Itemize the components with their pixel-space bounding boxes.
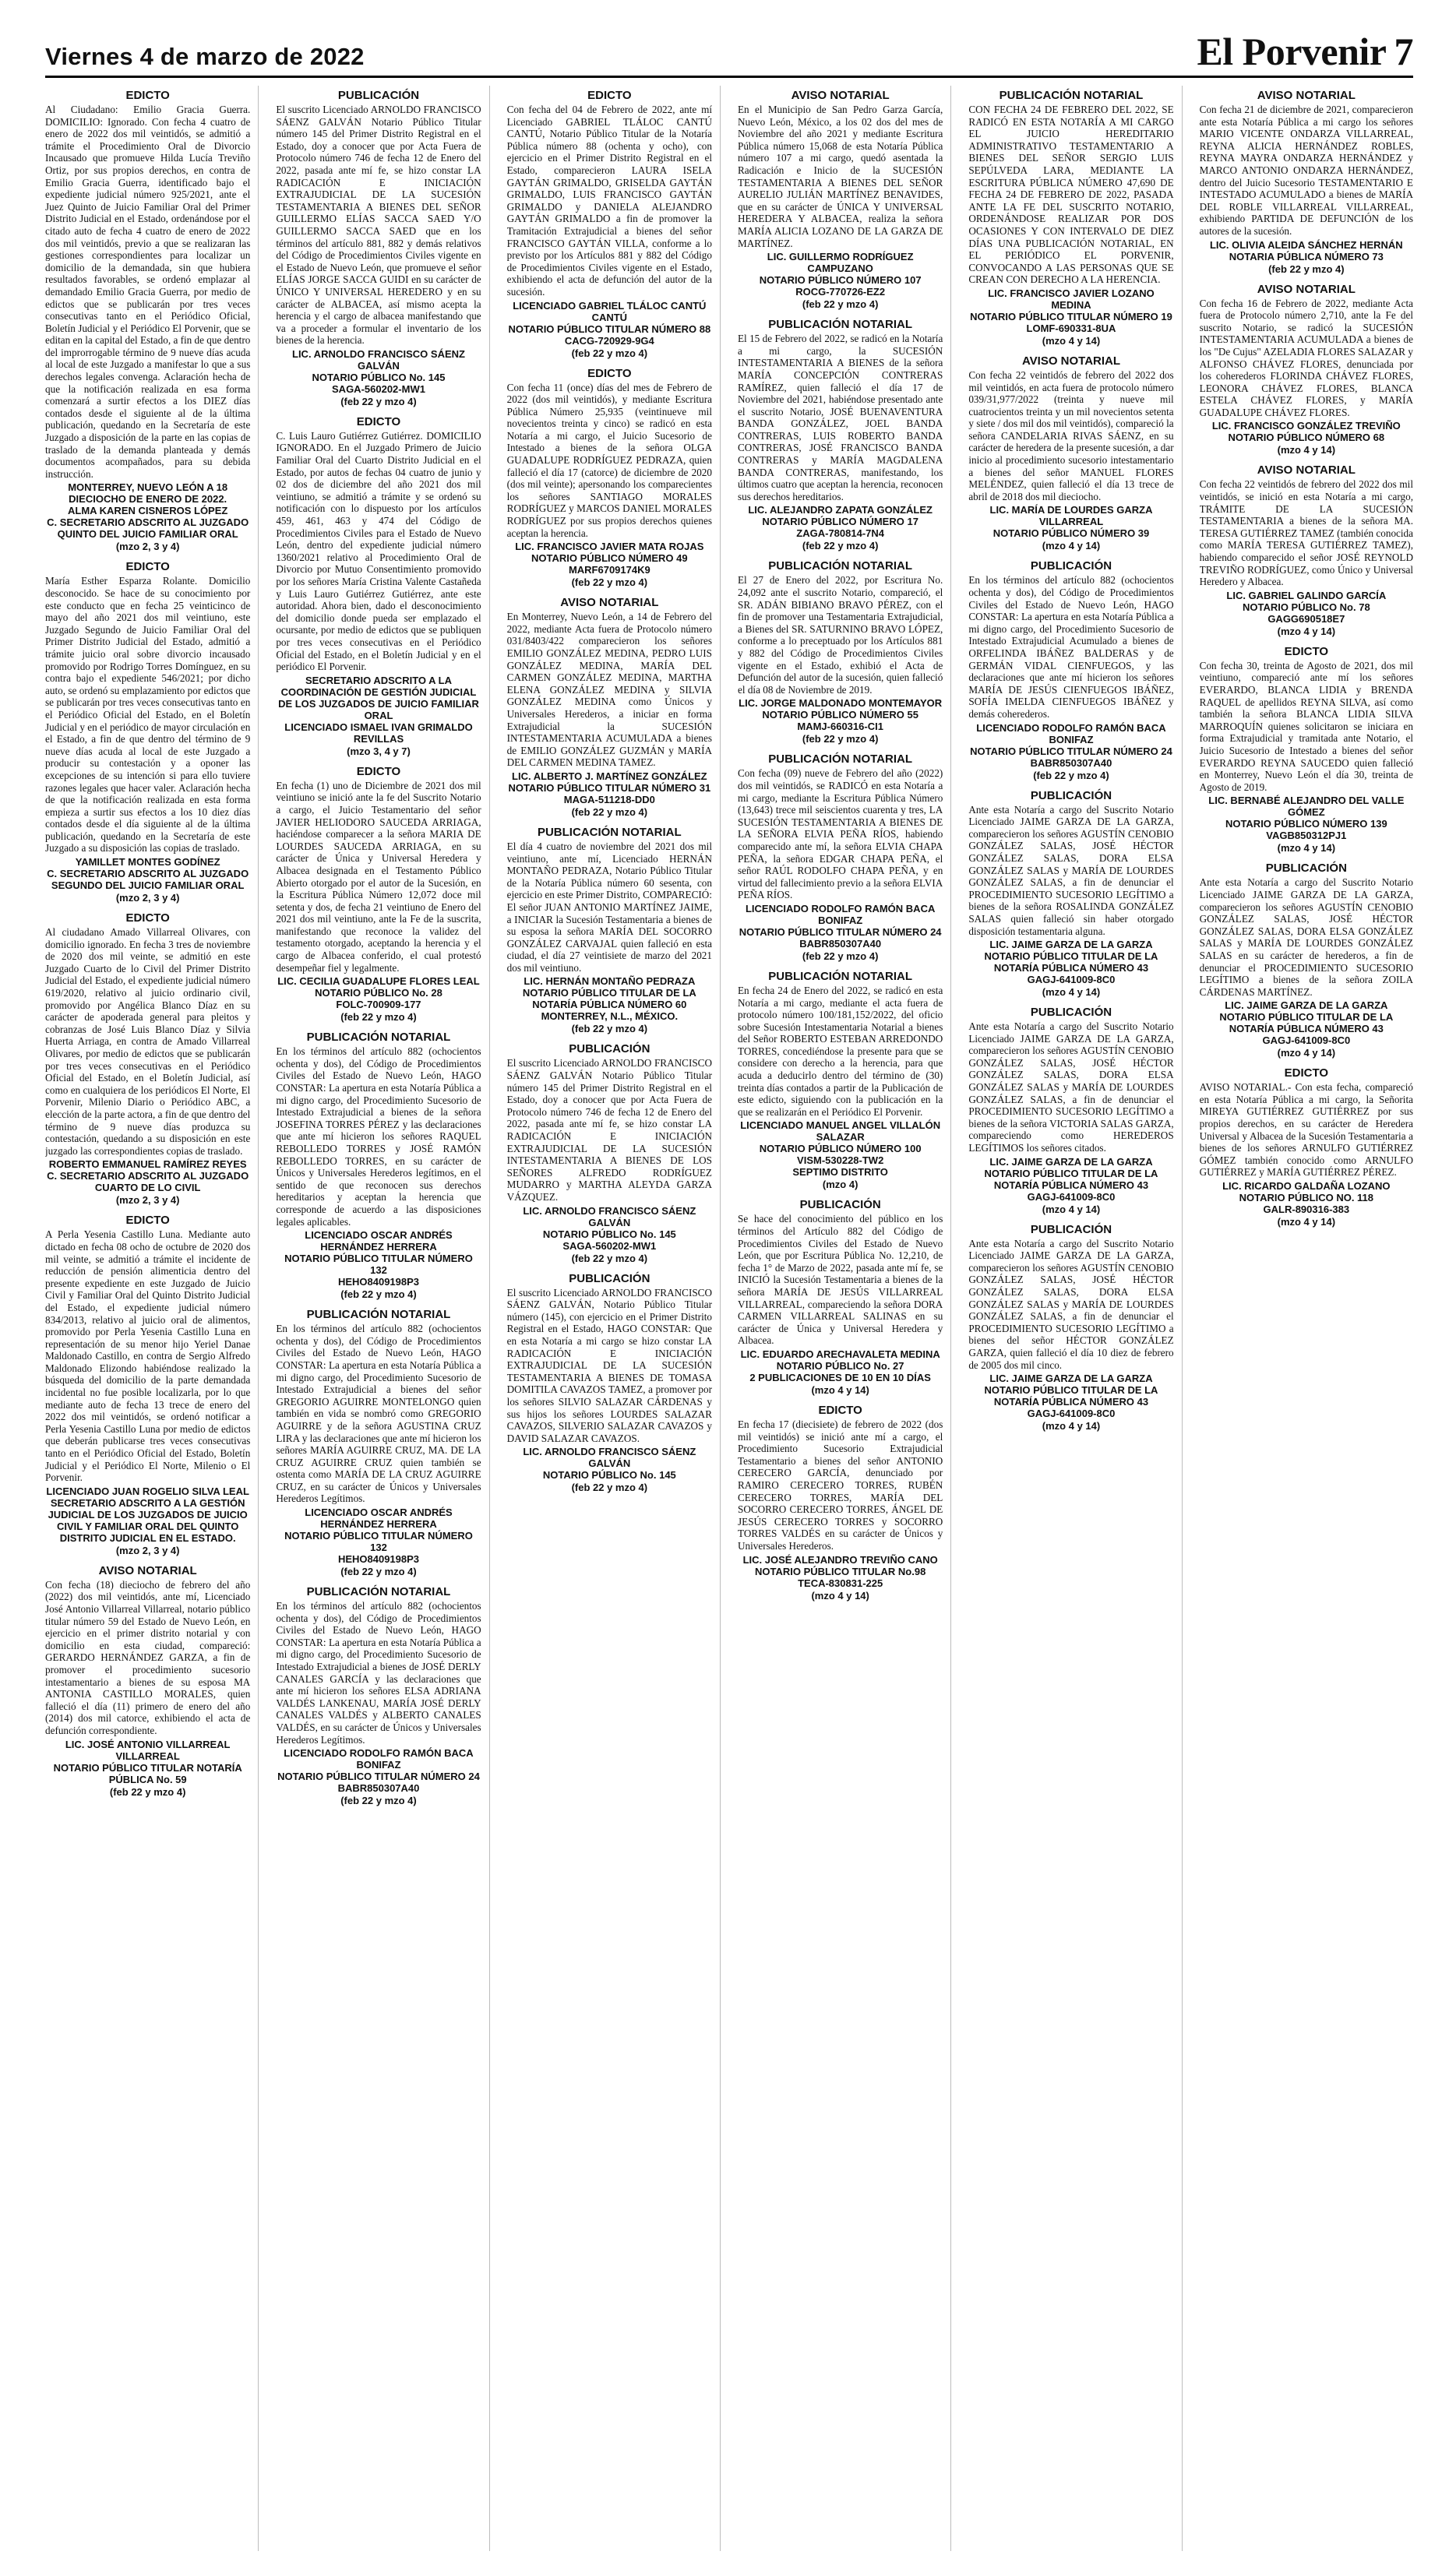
legal-notice xyxy=(968,559,1173,781)
legal-notice xyxy=(45,89,250,552)
publication-dates: (feb 22 y mzo 4) xyxy=(571,576,648,589)
publication-dates: (feb 22 y mzo 4) xyxy=(571,1482,648,1494)
legal-notice xyxy=(968,789,1173,999)
notice-body: CON FECHA 24 DE FEBRERO DEL 2022, SE RADICÓ EN ESTA NOTARÍA A MI CARGO EL JUICIO HEREDITARIO ADMINISTRATIVO TESTAMENTARIO A BIENES DEL SEÑOR SERGIO LUIS SEPÚLVEDA LARA, MEDIANTE LA ESCRITURA PÚBLICA NÚMERO 47,690 DE FECHA 24 DE FEBRERO DE 2022, PASADA ANTE LA FE DEL SUSCRITO NOTARIO, ORDENÁNDOSE REALIZAR POR DOS OCASIONES Y CON INTERVALO DE DIEZ DÍAS UNA PUBLICACIÓN NOTARIAL, EN EL PERIÓDICO EL PORVENIR, CONVOCANDO A LAS PERSONAS QUE SE CREAN CON DERECHO A LA HERENCIA. xyxy=(968,104,1174,286)
notice-title: PUBLICACIÓN NOTARIAL xyxy=(306,1585,451,1599)
legal-notice xyxy=(45,560,250,904)
legal-notice xyxy=(276,1031,481,1300)
legal-notice xyxy=(45,911,250,1206)
notice-signature: LIC. JAIME GARZA DE LA GARZA NOTARIO PÚBLICO TITULAR DE LA NOTARÍA PÚBLICA NÚMERO 43 GAGJ-641009-8C0 xyxy=(984,939,1158,986)
publication-dates: (mzo 4 y 14) xyxy=(1277,625,1336,637)
publication-dates: (feb 22 y mzo 4) xyxy=(1268,263,1345,275)
notice-signature: LIC. FRANCISCO GONZÁLEZ TREVIÑO NOTARIO PÚBLICO NÚMERO 68 xyxy=(1211,420,1401,444)
notice-body: Con fecha 16 de Febrero de 2022, mediante Acta fuera de Protocolo número 2,710, ante la Fe del suscrito Notario, se radicó la SUCESIÓN INTESTAMENTARIA ACUMULADA a bienes de los "De Cujus" AZELADIA FLORES SALAZAR y ALFONSO CHÁVEZ FLORES, denunciada por los coherederos FLORINDA CHÁVEZ FLORES, LEONORA CHÁVEZ FLORES, BLANCA ESTELA CHÁVEZ FLORES, y MARÍA GUADALUPE CHÁVEZ FLORES. xyxy=(1199,297,1413,418)
publication-dates: (feb 22 y mzo 4) xyxy=(571,1023,648,1035)
notice-column-5 xyxy=(968,86,1182,2551)
legal-notice xyxy=(738,752,943,962)
publication-dates: (feb 22 y mzo 4) xyxy=(571,347,648,359)
notice-title: EDICTO xyxy=(587,89,632,102)
legal-notice xyxy=(507,89,712,359)
legal-notice xyxy=(1200,1066,1413,1228)
notice-body: Ante esta Notaría a cargo del Suscrito Notario Licenciado JAIME GARZA DE LA GARZA, comparecieron los señores AGUSTÍN CENOBIO GONZÁLEZ SALAS, JOSÉ HÉCTOR GONZÁLEZ SALAS, DORA ELSA GONZÁLEZ SALAS y MARÍA DE LOURDES GONZÁLEZ SALAS, a fin de denunciar el PROCEDIMIENTO SUCESORIO LEGÍTIMO a bienes de la señora ROSALINDA GONZÁLEZ SALAS quien falleció sin haber otorgado disposición testamentaria alguna. xyxy=(968,803,1174,937)
legal-notice xyxy=(968,354,1173,552)
notice-signature: LIC. EDUARDO ARECHAVALETA MEDINA NOTARIO PÚBLICO No. 27 2 PUBLICACIONES DE 10 EN 10 DÍAS xyxy=(740,1348,940,1383)
legal-notice xyxy=(968,89,1173,347)
notice-title: EDICTO xyxy=(587,366,632,380)
notice-body: Ante esta Notaría a cargo del Suscrito Notario Licenciado JAIME GARZA DE LA GARZA, comparecieron los señores AGUSTÍN CENOBIO GONZÁLEZ SALAS, JOSÉ HÉCTOR GONZÁLEZ SALAS, DORA ELSA GONZÁLEZ SALAS y MARÍA DE LOURDES GONZÁLEZ SALAS, a fin de denunciar el PROCEDIMIENTO SUCESORIO LEGÍTIMO a bienes de la señora VICTORIA SALAS GARZA, compareciendo como HEREDEROS LEGÍTIMOS los señores citados. xyxy=(968,1020,1174,1154)
publication-dates: (mzo 4 y 14) xyxy=(1277,842,1336,855)
notice-body: En fecha 17 (diecisiete) de febrero de 2022 (dos mil veintidós) se inició ante mí a cargo, el Procedimiento Sucesorio Extrajudicial Testamentario a bienes del señor ANTONIO CERECERO GARCÍA, denunciado por RAMIRO CERECERO TORRES, RUBÉN CERECERO TORRES, MARÍA DEL SOCORRO CERECERO TORRES, ÁNGEL DE JESÚS CERECERO TORRES y SOCORRO TORRES VALDÉS en su carácter de Únicos y Universales Herederos. xyxy=(738,1418,943,1552)
notice-body: Ante esta Notaría a cargo del Suscrito Notario Licenciado JAIME GARZA DE LA GARZA, comparecieron los señores AGUSTÍN CENOBIO GONZÁLEZ SALAS, JOSÉ HÉCTOR GONZÁLEZ SALAS, DORA ELSA GONZÁLEZ SALAS y MARÍA DE LOURDES GONZÁLEZ SALAS, a fin de denunciar el PROCEDIMIENTO SUCESORIO LEGÍTIMO a bienes del señor HÉCTOR GONZÁLEZ GARZA, quien falleció el día 10 diez de febrero de 2005 dos mil cinco. xyxy=(968,1237,1174,1371)
notice-body: Con fecha 22 veintidós de febrero del 2022 dos mil veintidós, se inició en esta Notaría a mi cargo, TRÁMITE DE LA SUCESIÓN TESTAMENTARIA a bienes de la señora MA. TERESA GUTIÉRREZ TAMEZ (también conocida como MARÍA TERESA GUTIÉRREZ TAMEZ), habiendo comparecido el señor JOSÉ REYNOLD TREVIÑO RODRÍGUEZ, como Único y Universal Heredero y Albacea. xyxy=(1199,478,1413,588)
notice-signature: LIC. JAIME GARZA DE LA GARZA NOTARIO PÚBLICO TITULAR DE LA NOTARÍA PÚBLICA NÚMERO 43 GAGJ-641009-8C0 xyxy=(1219,999,1394,1047)
notice-body: En fecha (1) uno de Diciembre de 2021 dos mil veintiuno se inició ante la fe del Suscrito Notario a cargo, el Juicio Testamentario del señor JAVIER HELIODORO SAUCEDA ARRIAGA, haciéndose comparecer a la señora MARIA DE LOURDES SAUCEDA ARRIAGA, en su carácter de Única y Universal Heredera y Albacea designada en el Testamento Público Abierto otorgado por el autor de la Sucesión, en la Escritura Pública Número 12,072 doce mil setenta y dos, de fecha 21 veintiuno de Enero del 2021 dos mil veintiuno, ante la Fe de la suscrita, manifestando que reconoce la validez del testamento otorgado, aceptando la herencia y el cargo de Albacea conferido, el cual protestó desempeñar fiel y legalmente. xyxy=(276,779,481,974)
publication-dates: (mzo 4 y 14) xyxy=(1042,1203,1101,1215)
notice-title: PUBLICACIÓN xyxy=(1030,1006,1112,1020)
notice-title: PUBLICACIÓN xyxy=(569,1271,650,1285)
notice-title: PUBLICACIÓN xyxy=(1265,862,1347,876)
page-number: 7 xyxy=(1394,30,1413,73)
notice-title: AVISO NOTARIAL xyxy=(1021,354,1121,368)
notice-body: El 15 de Febrero del 2022, se radicó en la Notaría a mi cargo, la SUCESIÓN INTESTAMENTARIA A BIENES de la señora MARÍA CONCEPCIÓN CONTRERAS RAMÍREZ, quien falleció el día 17 de Noviembre del 2021, habiéndose presentado ante el suscrito Notario, JOSÉ BUENAVENTURA BANDA GONZÁLEZ, JOEL BANDA CONTRERAS, LUIS ROBERTO BANDA CONTRERAS, JOSÉ FRANCISCO BANDA CONTRERAS y MARÍA MAGDALENA BANDA CONTRERAS, manifestando, los últimos cuatro que aceptan la herencia, reconocen sus derechos hereditarios. xyxy=(738,333,943,502)
notice-body: Con fecha 30, treinta de Agosto de 2021, dos mil veintiuno, compareció ante mí los señores EVERARDO, BLANCA LIDIA y BRENDA RAQUEL de apellidos REYNA SILVA, así como también la señora BLANCA LIDIA SILVA MARROQUÍN quienes solicitaron se iniciara en forma Extrajudicial y tramitada ante Notario, el Juicio Sucesorio de Intestado a bienes del señor EVERARDO REYNA SAUCEDO quien falleció en Monterrey, Nuevo León el día 30, treinta de Agosto de 2019. xyxy=(1199,659,1413,793)
notice-column-2 xyxy=(276,86,489,2551)
notice-body: AVISO NOTARIAL.- Con esta fecha, compareció en esta Notaría Pública a mi cargo, la Señorita MIREYA GUTIÉRREZ GUTIÉRREZ por sus propios derechos, en su carácter de Heredera Universal y Albacea de la Sucesión Testamentaria a bienes de los señores ARNULFO GUTIÉRREZ GÓMEZ también conocido como ARNULFO GUTIÉRREZ y MARÍA GUTIÉRREZ PÉREZ. xyxy=(1199,1081,1413,1179)
newspaper-name: El Porvenir xyxy=(1197,30,1387,73)
publication-dates: (mzo 4 y 14) xyxy=(1277,444,1336,456)
notice-title: AVISO NOTARIAL xyxy=(560,596,659,610)
publication-dates: (mzo 2, 3 y 4) xyxy=(115,1194,180,1207)
legal-notice xyxy=(276,1308,481,1577)
legal-notice xyxy=(507,1272,712,1494)
publication-dates: (feb 22 y mzo 4) xyxy=(802,540,879,552)
legal-notice xyxy=(738,1404,943,1602)
legal-notice xyxy=(507,596,712,818)
notice-signature: LIC. ARNOLDO FRANCISCO SÁENZ GALVÁN NOTARIO PÚBLICO No. 145 SAGA-560202-MW1 xyxy=(523,1204,696,1252)
notice-body: Se hace del conocimiento del público en los términos del Artículo 882 del Código de Procedimientos Civiles del Estado de Nuevo León, que por Escritura Pública No. 12,210, de fecha 1° de Marzo de 2022, pasada ante mí fe, se INICIÓ la Sucesión Testamentaria a bienes de la señora MARÍA DE JESÚS VILLARREAL VILLARREAL, compareciendo la señora DORA CARMEN VILLARREAL SALINAS en su carácter de Única y Universal Heredera y Albacea. xyxy=(738,1213,943,1347)
publication-dates: (feb 22 y mzo 4) xyxy=(340,1566,417,1578)
notice-title: EDICTO xyxy=(1284,1066,1329,1080)
notice-signature: MONTERREY, NUEVO LEÓN A 18 DIECIOCHO DE ENERO DE 2022. ALMA KAREN CISNEROS LÓPEZ C. SECRETARIO ADSCRITO AL JUZGADO QUINTO DEL JUICIO FAMILIAR ORAL xyxy=(47,481,249,541)
notice-signature: LICENCIADO MANUEL ANGEL VILLALÓN SALAZAR NOTARIO PÚBLICO NÚMERO 100 VISM-530228-TW2 SEPTIMO DISTRITO xyxy=(740,1119,941,1179)
notice-signature: LIC. JAIME GARZA DE LA GARZA NOTARIO PÚBLICO TITULAR DE LA NOTARÍA PÚBLICA NÚMERO 43 GAGJ-641009-8C0 xyxy=(984,1155,1158,1203)
publication-dates: (feb 22 y mzo 4) xyxy=(340,1288,417,1301)
notice-body: El suscrito Licenciado ARNOLDO FRANCISCO SÁENZ GALVÁN, Notario Público Titular número (145), con ejercicio en el Primer Distrito Registral en el Estado, HAGO CONSTAR: Que en esta Notaría a mi cargo se hizo constar LA RADICACIÓN E INICIACIÓN EXTRAJUDICIAL DE LA SUCESIÓN TESTAMENTARIA A BIENES DE TOMASA DOMITILA CAVAZOS TAMEZ, a promover por los señores SILVIO SALAZAR CÁRDENAS y sus hijos los señores LOURDES SALAZAR CAVAZOS, SILVERIO SALAZAR CAVAZOS y DAVID SALAZAR CAVAZOS. xyxy=(506,1286,712,1444)
notice-signature: LICENCIADO RODOLFO RAMÓN BACA BONIFAZ NOTARIO PÚBLICO TITULAR NÚMERO 24 BABR850307A40 xyxy=(739,902,942,950)
notice-signature: LIC. HERNÁN MONTAÑO PEDRAZA NOTARIO PÚBLICO TITULAR DE LA NOTARÍA PÚBLICA NÚMERO 60 MONTERREY, N.L., MÉXICO. xyxy=(522,975,696,1023)
notice-title: PUBLICACIÓN xyxy=(1030,788,1112,802)
notice-signature: LICENCIADO OSCAR ANDRÉS HERNÁNDEZ HERRERA NOTARIO PÚBLICO TITULAR NÚMERO 132 HEHO8409198P3 xyxy=(284,1506,473,1566)
legal-notice xyxy=(968,1006,1173,1215)
notice-signature: LIC. JAIME GARZA DE LA GARZA NOTARIO PÚBLICO TITULAR DE LA NOTARÍA PÚBLICA NÚMERO 43 GAGJ-641009-8C0 xyxy=(984,1373,1158,1420)
notice-title: AVISO NOTARIAL xyxy=(1257,282,1356,296)
notice-title: EDICTO xyxy=(356,764,401,778)
newspaper-masthead xyxy=(1197,32,1413,71)
notice-title: PUBLICACIÓN NOTARIAL xyxy=(768,969,913,983)
notice-title: EDICTO xyxy=(356,414,401,428)
notice-signature: LIC. FRANCISCO JAVIER LOZANO MEDINA NOTARIO PÚBLICO TITULAR NÚMERO 19 LOMF-690331-8UA xyxy=(970,287,1172,334)
notice-body: Con fecha (18) dieciocho de febrero del año (2022) dos mil veintidós, ante mí, Licenciado José Antonio Villarreal Villarreal, notario público titular número 59 del Estado de Nuevo León, en ejercicio en el primer distrito notarial y con domicilio en esta ciudad, compareció: GERARDO HERNÁNDEZ GARZA, a fin de promover el procedimiento sucesorio intestamentario a bienes de su esposa MA ANTONIA CASTILLO MORALES, quien falleció el día (11) primero de enero del año (2014) dos mil catorce, exhibiendo el acta de defunción correspondiente. xyxy=(45,1578,251,1736)
notice-body: Con fecha del 04 de Febrero de 2022, ante mí Licenciado GABRIEL TLÁLOC CANTÚ CANTÚ, Notario Público Titular de la Notaría Pública número 88 (ochenta y ocho), con ejercicio en el Primer Distrito Registral en el Estado, comparecieron LAURA ISELA GAYTÁN GRIMALDO, GRISELDA GAYTÁN GRIMALDO, LUIS FRANCISCO GAYTÁN GRIMALDO y DANIELA ALEJANDRO GAYTÁN GRIMALDO a fin de promover la Tramitación Extrajudicial a bienes del señor FRANCISCO GAYTÁN VILLA, conforme a lo previsto por los Artículos 881 y 882 del Código de Procedimientos Civiles vigente en el Estado, exhibiendo el acta de defunción del autor de la sucesión. xyxy=(506,104,712,298)
notice-column-4 xyxy=(738,86,951,2551)
notice-title: PUBLICACIÓN xyxy=(799,1198,881,1212)
legal-notice xyxy=(1200,463,1413,636)
notice-body: El día 4 cuatro de noviembre del 2021 dos mil veintiuno, ante mí, Licenciado HERNÁN MONTAÑO PEDRAZA, Notario Público Titular de la Notaría Pública número 60 sesenta, con ejercicio en este Primer Distrito, COMPARECIÓ: El señor JUAN ANTONIO MARTÍNEZ JAIME, a INICIAR la Sucesión Testamentaria a bienes de su esposa la señora MARÍA DEL SOCORRO GONZÁLEZ CARVAJAL quien falleció en esta ciudad, el día 27 veintisiete de marzo del 2021 dos mil veintiuno. xyxy=(506,840,712,974)
notice-title: EDICTO xyxy=(125,1214,170,1228)
notice-signature: LIC. ALBERTO J. MARTÍNEZ GONZÁLEZ NOTARIO PÚBLICO TITULAR NÚMERO 31 MAGA-511218-DD0 xyxy=(508,770,711,805)
notice-title: AVISO NOTARIAL xyxy=(791,89,890,102)
publication-dates: (mzo 4 y 14) xyxy=(1042,986,1101,999)
publication-dates: (feb 22 y mzo 4) xyxy=(340,1795,417,1807)
legal-notice xyxy=(738,970,943,1191)
notice-title: AVISO NOTARIAL xyxy=(98,1563,197,1577)
legal-notice xyxy=(738,318,943,551)
notice-body: C. Luis Lauro Gutiérrez Gutiérrez. DOMICILIO IGNORADO. En el Juzgado Primero de Juicio Familiar Oral del Cuarto Distrito Judicial en el Estado, por autos de fechas 04 cuatro de junio y 02 dos de diciembre del año 2021 dos mil veintiuno, se admitió a trámite y se ordenó su notificación con lo dispuesto por los artículos 459, 461, 463 y 474 del Código de Procedimientos Civiles para el Estado de Nuevo León, dentro del expediente judicial número 1360/2021 relativo al Procedimiento Oral de Divorcio por Mutuo Consentimiento promovido por los señores María Cristina Valente Castañeda y Luis Lauro Gutiérrez Gutiérrez, ante este autoridad. Ahora bien, dado el desconocimiento del domicilio donde pueda ser emplazado el ocursante, por medio de edictos que se publiquen por tres veces consecutivas en el Periódico Oficial del Estado, en el Boletín Judicial y en el periódico El Porvenir. xyxy=(276,429,481,673)
legal-notice xyxy=(968,1223,1173,1432)
notice-title: AVISO NOTARIAL xyxy=(1257,463,1356,477)
notice-body: En los términos del artículo 882 (ochocientos ochenta y dos), del Código de Procedimientos Civiles del Estado de Nuevo León, HAGO CONSTAR: La apertura en esta Notaría Pública a mi digno cargo, del Procedimiento Sucesorio de Intestado Extrajudicial Acumulado a bienes de ORFELINDA IBÁÑEZ BALDERAS y de GERMÁN VIDAL CIENFUEGOS, y las declaraciones que ante mí hicieron los señores MARÍA DE JESÚS CIENFUEGOS IBÁÑEZ, SOFÍA IMELDA CIENFUEGOS IBÁÑEZ y demás coherederos. xyxy=(968,574,1174,720)
notice-body: El suscrito Licenciado ARNOLDO FRANCISCO SÁENZ GALVÁN Notario Público Titular número 145 del Primer Distrito Registral en el Estado, doy a conocer que por Acta Fuera de Protocolo número 746 de fecha 12 de Enero del 2022, pasada ante mí fe, se hizo constar LA RADICACIÓN E INICIACIÓN EXTRAJUDICIAL DE LA SUCESIÓN TESTAMENTARIA A BIENES DEL SEÑOR GUILLERMO ELÍAS SACCA SAED Y/O GUILLERMO SACCA SAED que en los términos del artículo 881, 882 y demás relativos del Código de Procedimientos Civiles vigente en el Estado de Nuevo León, que promueve el señor ELÍAS JORGE SACCA GUIDI en su carácter de ÚNICO Y UNIVERSAL HEREDERO y en su carácter de ALBACEA, así mismo acepta la herencia y el cargo de albacea manifestando que va a proceder a formular el inventario de los bienes de la herencia. xyxy=(276,104,481,347)
notice-body: Con fecha 22 veintidós de febrero del 2022 dos mil veintidós, en acta fuera de protocolo número 039/31,977/2022 (treinta y nueve mil cuatrocientos treinta y un mil novecientos setenta y siete / dos mil dos mil veintidós), compareció la señora CANDELARIA RIVAS SÁENZ, en su carácter de heredera de la presente sucesión, a dar inicio al procedimiento sucesorio intestamentario a bienes del señor MANUEL FLORES MELÉNDEZ, quien falleció el día 13 trece de abril de 2018 dos mil dieciocho. xyxy=(968,368,1174,502)
notice-title: PUBLICACIÓN NOTARIAL xyxy=(768,559,913,573)
legal-notice xyxy=(1200,283,1413,456)
publication-dates: (feb 22 y mzo 4) xyxy=(571,805,648,818)
notice-body: El 27 de Enero del 2022, por Escritura No. 24,092 ante el suscrito Notario, compareció, el SR. ADÁN BIBIANO BRAVO PÉREZ, con el fin de promover una Testamentaria Extrajudicial, a Bienes del SR. SATURNINO BRAVO LÓPEZ, conforme a lo preceptuado por los Artículos 881 y 882 del Código de Procedimientos Civiles vigente en el Estado, exhibió el Acta de Defunción del autor de la sucesión, quien falleció el día 08 de Noviembre de 2019. xyxy=(738,574,943,696)
notice-signature: LIC. GUILLERMO RODRÍGUEZ CAMPUZANO NOTARIO PÚBLICO NÚMERO 107 ROCG-770726-EZ2 xyxy=(759,251,922,298)
notice-title: PUBLICACIÓN NOTARIAL xyxy=(306,1031,451,1045)
legal-notice xyxy=(276,765,481,1024)
notice-signature: LIC. RICARDO GALDAÑA LOZANO NOTARIO PÚBLICO NO. 118 GALR-890316-383 xyxy=(1222,1180,1391,1216)
notice-title: AVISO NOTARIAL xyxy=(1257,89,1356,102)
notice-body: Al Ciudadano: Emilio Gracia Guerra. DOMICILIO: Ignorado. Con fecha 4 cuatro de enero de 2022 dos mil veintidós, se admitió a trámite el Procedimiento Oral de Divorcio Incausado que promueve Hilda Lucía Treviño Ortiz, por sus propios derechos, en contra de Emilio Gracia Guerra, identificado bajo el expediente judicial número 925/2021, ante el Juez Quinto de Juicio Familiar Oral del Primer Distrito Judicial en el Estado, ordenándose por el citado auto de fecha 4 cuatro de enero de 2022 dos mil veintidós, previo a que se realizaran las gestiones correspondientes para localizar un domicilio de la demandada, sin que hubiera resultados favorables, se ordenó emplazar al demandado Emilio Gracia Guerra, por medio de edictos que se publicarán por tres veces consecutivas tanto en el Periódico Oficial, Boletín Judicial y el Periódico El Porvenir, que se editan en la capital del Estado, a fin de que dentro del improrrogable término de 9 nueve días acuda al local de este Juzgado a manifestar lo que a sus derechos legales convenga. Aclaración hecha de que la notificación realizada en esa forma comenzará a surtir efectos a los DIEZ días contados desde el siguiente al de la última publicación, quedando en la Secretaría de este Juzgado a disposición de la parte en las copias de traslado de la demanda planteada y demás documentos acompañados, para su debida instrucción. xyxy=(45,104,251,480)
notice-body: Con fecha (09) nueve de Febrero del año (2022) dos mil veintidós, se RADICÓ en esta Notaría a mi cargo, mediante la Escritura Pública Número (13,643) trece mil seiscientos cuarenta y tres, LA SUCESIÓN TESTAMENTARIA A BIENES DE LA SEÑORA ELVIA PEÑA RÍOS, habiendo comparecido ante mí, la señora ELVIA CHAPA PEÑA, la señora EDGAR CHAPA PEÑA, el señor RAÚL RODOLFO CHAPA PEÑA, y en virtud del fallecimiento previo a la señora ELVIA PEÑA RÍOS. xyxy=(738,767,943,901)
notice-signature: LICENCIADO OSCAR ANDRÉS HERNÁNDEZ HERRERA NOTARIO PÚBLICO TITULAR NÚMERO 132 HEHO8409198P3 xyxy=(284,1229,473,1288)
publication-dates: (mzo 4 y 14) xyxy=(811,1383,869,1396)
notice-title: EDICTO xyxy=(125,911,170,925)
notice-body: Ante esta Notaría a cargo del Suscrito Notario Licenciado JAIME GARZA DE LA GARZA, comparecieron los señores AGUSTÍN CENOBIO GONZÁLEZ SALAS, JOSÉ HÉCTOR GONZÁLEZ SALAS, DORA ELSA GONZÁLEZ SALAS y MARÍA DE LOURDES GONZÁLEZ SALAS en su carácter de herederos, a fin de denunciar el PROCEDIMIENTO SUCESORIO LEGÍTIMO a bienes de la señora ZOILA CÁRDENAS MARTÍNEZ. xyxy=(1199,876,1413,998)
publication-dates: (mzo 3, 4 y 7) xyxy=(347,745,411,757)
legal-notice xyxy=(738,559,943,745)
legal-notice xyxy=(738,89,943,310)
notice-signature: LICENCIADO RODOLFO RAMÓN BACA BONIFAZ NOTARIO PÚBLICO TITULAR NÚMERO 24 BABR850307A40 xyxy=(277,1747,480,1795)
notice-body: En fecha 24 de Enero del 2022, se radicó en esta Notaría a mi cargo, mediante el acta fuera de protocolo número 100/181,152/2022, del oficio sobre Sucesión Intestamentaria Notarial a bienes del Señor ROBERTO ESTEBAN ARREDONDO TORRES, concediéndose la presente para que se considere con derecho a la herencia, para que acuda a deducirlo dentro del término de (30) treinta días contados a partir de la Publicación de este edicto, siguiendo con la publicación en la que se realizarán en el Periódico El Porvenir. xyxy=(738,984,943,1118)
notice-signature: LIC. JOSÉ ANTONIO VILLARREAL VILLARREAL NOTARIO PÚBLICO TITULAR NOTARÍA PÚBLICA No. 59 xyxy=(53,1738,242,1785)
notice-title: EDICTO xyxy=(125,89,170,102)
notice-title: PUBLICACIÓN NOTARIAL xyxy=(768,752,913,766)
legal-notice xyxy=(738,1198,943,1396)
page-header xyxy=(45,23,1413,78)
legal-notice xyxy=(1200,862,1413,1059)
notice-column-6 xyxy=(1200,86,1413,2551)
notice-title: PUBLICACIÓN NOTARIAL xyxy=(306,1308,451,1322)
notice-body: María Esther Esparza Rolante. Domicilio desconocido. Se hace de su conocimiento por este conducto que en fecha 25 veinticinco de mayo del año 2021 dos mil veintiuno, este Juzgado Segundo de Juicio Familiar Oral del Primer Distrito Judicial del Estado, admitió a trámite juicio oral sobre divorcio incausado promovido por Rodrigo Torres Domínguez, en su contra bajo el expediente 546/2021; por dicho auto, se ordenó su emplazamiento por edictos que se publicarán por tres veces consecutivas tanto en el Periódico Oficial del Estado, en el Boletín Judicial y en el periódico de mayor circulación en el Estado, a fin de que dentro del término de 9 nueve días acuda al local de este Juzgado a producir su contestación y a oponer las excepciones de su intención si para ello tuviere razones legales que hacer valer. Aclaración hecha de que la notificación realizada en esta forma empieza a surtir sus efectos a los 10 diez días contados desde el día siguiente al de la última publicación, quedando en la Secretaría de este Juzgado a su disposición las copias de traslado. xyxy=(45,575,251,855)
issue-date: Viernes 4 de marzo de 2022 xyxy=(45,43,365,70)
publication-dates: (mzo 2, 3 y 4) xyxy=(115,892,180,904)
publication-dates: (mzo 2, 3 y 4) xyxy=(115,1544,180,1556)
notice-signature: ROBERTO EMMANUEL RAMÍREZ REYES C. SECRETARIO ADSCRITO AL JUZGADO CUARTO DE LO CIVIL xyxy=(47,1158,249,1194)
notice-title: PUBLICACIÓN xyxy=(1030,559,1112,573)
legal-notice xyxy=(45,1564,250,1798)
notice-signature: LIC. FRANCISCO JAVIER MATA ROJAS NOTARIO PÚBLICO NÚMERO 49 MARF6709174K9 xyxy=(515,541,704,576)
publication-dates: (mzo 4 y 14) xyxy=(1042,334,1101,347)
publication-dates: (mzo 4 y 14) xyxy=(1042,540,1101,552)
notice-body: El suscrito Licenciado ARNOLDO FRANCISCO SÁENZ GALVÁN Notario Público Titular número 145 del Primer Distrito Registral en el Estado, doy a conocer que por Acta Fuera de Protocolo número 746 de fecha 12 de Enero del 2022, pasada ante mí fe, se hizo constar LA RADICACIÓN E INICIACIÓN EXTRAJUDICIAL DE LA SUCESIÓN INTESTAMENTARIA A BIENES DE LOS SEÑORES ALFREDO RODRÍGUEZ MUDARRO y MARTHA ALEYDA GARZA VÁZQUEZ. xyxy=(506,1057,712,1203)
legal-notice xyxy=(276,1585,481,1806)
notice-signature: LICENCIADO RODOLFO RAMÓN BACA BONIFAZ NOTARIO PÚBLICO TITULAR NÚMERO 24 BABR850307A40 xyxy=(970,721,1172,769)
publication-dates: (mzo 4 y 14) xyxy=(1042,1420,1101,1432)
notice-signature: LIC. JOSÉ ALEJANDRO TREVIÑO CANO NOTARIO PÚBLICO TITULAR No.98 TECA-830831-225 xyxy=(742,1553,938,1589)
notice-title: EDICTO xyxy=(818,1403,862,1417)
publication-dates: (feb 22 y mzo 4) xyxy=(802,733,879,745)
legal-notice xyxy=(1200,89,1413,275)
publication-dates: (mzo 4 y 14) xyxy=(1277,1047,1336,1059)
publication-dates: (feb 22 y mzo 4) xyxy=(109,1785,186,1798)
publication-dates: (mzo 4 y 14) xyxy=(1277,1216,1336,1228)
publication-dates: (mzo 4 y 14) xyxy=(811,1589,869,1602)
notice-body: En los términos del artículo 882 (ochocientos ochenta y dos), del Código de Procedimientos Civiles del Estado de Nuevo León, HAGO CONSTAR: La apertura en esta Notaría Pública a mi digno cargo, del Procedimiento Sucesorio de Intestado Extrajudicial a bienes del señor GREGORIO AGUIRRE MONTELONGO quien también en vida se nombró como GREGORIO AGUIRRE y de la señora AGUSTINA CRUZ LIRA y las declaraciones que ante mí hicieron los señores MARÍA AGUIRRE CRUZ, MA. DE LA CRUZ AGUIRRE CRUZ quien también se ostenta como MARÍA DE LA CRUZ AGUIRRE CRUZ, en su carácter de Únicos y Universales Herederos Legítimos. xyxy=(276,1323,481,1505)
notice-signature: LIC. CECILIA GUADALUPE FLORES LEAL NOTARIO PÚBLICO No. 28 FOLC-700909-177 xyxy=(277,975,480,1011)
notice-title: PUBLICACIÓN xyxy=(337,89,420,102)
notice-signature: LIC. ARNOLDO FRANCISCO SÁENZ GALVÁN NOTARIO PÚBLICO No. 145 xyxy=(523,1446,696,1482)
notice-body: Con fecha 11 (once) días del mes de Febrero de 2022 (dos mil veintidós), y mediante Escritura Pública Número 25,935 (veintinueve mil novecientos treinta y cinco) se radicó en esta Notaría a mi cargo, el Juicio Sucesorio de Intestado a bienes de la señora OLGA GUADALUPE RODRÍGUEZ PEDRAZA, quien falleció el día 17 (catorce) de diciembre de 2020 (dos mil veinte); apersonando los comparecientes los señores SANTIAGO MORALES RODRÍGUEZ y MARCOS DANIEL MORALES RODRÍGUEZ por sus propios derechos quienes aceptan la herencia. xyxy=(506,381,712,539)
notice-signature: LICENCIADO GABRIEL TLÁLOC CANTÚ CANTÚ NOTARIO PÚBLICO TITULAR NÚMERO 88 CACG-720929-9G4 xyxy=(508,299,711,347)
notice-body: Al ciudadano Amado Villarreal Olivares, con domicilio ignorado. En fecha 3 tres de noviembre de 2020 dos mil veinte, se admitió en este Juzgado Cuarto de lo Civil del Primer Distrito Judicial del Estado, el expediente judicial número 619/2020, relativo al juicio ordinario civil, promovido por Angélica Blanco Díaz en su carácter de apoderada general para pleitos y cobranzas de José Luis Blanco Díaz y Silvia Huerta Arriaga, en contra de Amado Villarreal Olivares, por medio de edictos que se publicarán por tres veces consecutivas en el Periódico Oficial del Estado, en el Boletín Judicial, así como en cualquiera de los periódicos El Norte, El Porvenir, Milenio Diario o Periódico ABC, a elección de la parte actora, a fin de que dentro del término de 9 nueve días produzca su contestación, quedando a su disposición en este juzgado las correspondientes copias de traslado. xyxy=(45,926,251,1157)
notice-body: En el Municipio de San Pedro Garza García, Nuevo León, México, a los 02 dos del mes de Noviembre del año 2021 y mediante Escritura Pública número 15,068 de esta Notaría Pública número 107 a mi cargo, quedó asentada la Radicación e Inicio de la SUCESIÓN TESTAMENTARIA A BIENES DEL SEÑOR AURELIO JULIÁN MARTÍNEZ BENAVIDES, que en su carácter de ÚNICA Y UNIVERSAL HEREDERA Y ALBACEA, realiza la señora MARÍA ALICIA LOZANO DE LA GARZA DE MARTÍNEZ. xyxy=(738,104,943,249)
notice-signature: LIC. GABRIEL GALINDO GARCÍA NOTARIO PÚBLICO No. 78 GAGG690518E7 xyxy=(1226,589,1387,625)
notice-signature: LIC. ARNOLDO FRANCISCO SÁENZ GALVÁN NOTARIO PÚBLICO No. 145 SAGA-560202-MW1 xyxy=(292,347,465,395)
publication-dates: (mzo 4) xyxy=(822,1179,858,1191)
legal-notice xyxy=(276,415,481,757)
notice-title: PUBLICACIÓN xyxy=(569,1042,650,1056)
notice-title: PUBLICACIÓN NOTARIAL xyxy=(537,825,682,839)
notice-title: EDICTO xyxy=(125,560,170,574)
notice-signature: LIC. OLIVIA ALEIDA SÁNCHEZ HERNÁN NOTARIA PÚBLICA NÚMERO 73 xyxy=(1209,238,1403,263)
notice-body: En los términos del artículo 882 (ochocientos ochenta y dos), del Código de Procedimientos Civiles del Estado de Nuevo León, HAGO CONSTAR: La apertura en esta Notaría Pública a mi digno cargo, del Procedimiento Sucesorio de Intestado Extrajudicial a bienes de la señora JOSEFINA TORRES PÉREZ y las declaraciones que ante mí hicieron los señores RAQUEL REBOLLEDO TORRES y JOSÉ RAMÓN REBOLLEDO TORRES, en su carácter de Únicos y Universales Herederos legítimos, en el sentido de que reconocen sus derechos hereditarios y aceptan la herencia que corresponde de acuerdo a las disposiciones legales aplicables. xyxy=(276,1045,481,1228)
legal-notice xyxy=(45,1214,250,1556)
legal-notice xyxy=(1200,645,1413,855)
notice-body: A Perla Yesenia Castillo Luna. Mediante auto dictado en fecha 08 ocho de octubre de 2020 dos mil veinte, se admitió a trámite el incidente de reducción de pensión alimenticia dentro del presente expediente en este Juzgado de Juicio Civil y Familiar Oral del Quinto Distrito Judicial del Estado, el expediente judicial número 834/2013, relativo al juicio oral de alimentos, promovido por Perla Yesenia Castillo Luna en representación de su menor hijo Yeriel Danae Maldonado Castillo, en contra de Sergio Alfredo Maldonado Elizondo habiéndose realizado la búsqueda del domicilio de la parte demandada incidental no fue posible localizarla, por lo que mediante auto de fecha 13 trece de enero del 2022 dos mil veintidós, se ordenó notificar a Perla Yesenia Castillo Luna por medio de edictos que deberán publicarse tres veces consecutivas tanto en el Periódico Oficial del Estado, Boletín Judicial y el Periódico El Norte, Milenio o El Porvenir. xyxy=(45,1228,251,1484)
notice-body: Con fecha 21 de diciembre de 2021, comparecieron ante esta Notaría Pública a mi cargo los señores MARIO VICENTE ONDARZA VILLARREAL, REYNA ALICIA HERNÁNDEZ ROBLES, REYNA MAYRA ONDARZA HERNÁNDEZ y MARCO ANTONIO ONDARZA HERNÁNDEZ, dentro del Juicio Sucesorio TESTAMENTARIO E INTESTADO ACUMULADO a bienes de MARÍA DEL ROBLE VILLARREAL VILLARREAL, exhibiendo PARTIDA DE DEFUNCIÓN de los autores de la sucesión. xyxy=(1199,104,1413,237)
legal-notice xyxy=(507,367,712,589)
notice-title: PUBLICACIÓN NOTARIAL xyxy=(999,89,1144,102)
legal-notice xyxy=(507,1042,712,1263)
notice-signature: SECRETARIO ADSCRITO A LA COORDINACIÓN DE GESTIÓN JUDICIAL DE LOS JUZGADOS DE JUICIO FAMILIAR ORAL LICENCIADO ISMAEL IVAN GRIMALDO REVILLAS xyxy=(278,674,479,745)
publication-dates: (feb 22 y mzo 4) xyxy=(802,298,879,311)
publication-dates: (feb 22 y mzo 4) xyxy=(340,1011,417,1024)
notice-signature: LIC. ALEJANDRO ZAPATA GONZÁLEZ NOTARIO PÚBLICO NÚMERO 17 ZAGA-780814-7N4 xyxy=(748,504,933,540)
notice-column-1 xyxy=(45,86,259,2551)
notice-signature: LIC. MARÍA DE LOURDES GARZA VILLARREAL NOTARIO PÚBLICO NÚMERO 39 xyxy=(989,504,1153,540)
notice-body: En los términos del artículo 882 (ochocientos ochenta y dos), del Código de Procedimientos Civiles del Estado de Nuevo León, HAGO CONSTAR: La apertura en esta Notaría Pública a mi digno cargo, del Procedimiento Sucesorio de Intestado Extrajudicial a bienes de JOSÉ DERLY CANALES GARCÍA y las declaraciones que ante mí hicieron los señores ELSA ADRIANA VALDÉS LANKENAU, MARÍA JOSÉ DERLY CANALES VALDÉS y ALBERTO CANALES VALDÉS, en su carácter de Únicos y Universales Herederos Legítimos. xyxy=(276,1600,481,1746)
notice-signature: LIC. JORGE MALDONADO MONTEMAYOR NOTARIO PÚBLICO NÚMERO 55 MAMJ-660316-CI1 xyxy=(739,697,943,733)
classified-columns xyxy=(45,86,1413,2551)
notice-body: En Monterrey, Nuevo León, a 14 de Febrero del 2022, mediante Acta fuera de Protocolo número 031/8403/422 comparecieron los señores EMILIO GONZÁLEZ MEDINA, PEDRO LUIS GONZÁLEZ MEDINA, MARÍA DEL CARMEN GONZÁLEZ MEDINA, MARTHA ELENA GONZÁLEZ MEDINA y SILVIA GONZÁLEZ MEDINA como Únicos y Universales Herederos, a iniciar en forma Extrajudicial la SUCESIÓN INTESTAMENTARIA ACUMULADA a bienes de EMILIO GONZÁLEZ GUZMÁN y MARÍA DEL CARMEN MEDINA TAMEZ. xyxy=(506,611,712,769)
publication-dates: (feb 22 y mzo 4) xyxy=(571,1252,648,1264)
legal-notice xyxy=(507,826,712,1035)
notice-title: PUBLICACIÓN NOTARIAL xyxy=(768,318,913,332)
notice-signature: LICENCIADO JUAN ROGELIO SILVA LEAL SECRETARIO ADSCRITO A LA GESTIÓN JUDICIAL DE LOS JUZGADOS DE JUICIO CIVIL Y FAMILIAR ORAL DEL QUINTO DISTRITO JUDICIAL EN EL ESTADO. xyxy=(46,1485,249,1544)
legal-notice xyxy=(276,89,481,407)
notice-title: EDICTO xyxy=(1284,644,1329,658)
publication-dates: (feb 22 y mzo 4) xyxy=(802,950,879,962)
notice-signature: YAMILLET MONTES GODÍNEZ C. SECRETARIO ADSCRITO AL JUZGADO SEGUNDO DEL JUICIO FAMILIAR ORAL xyxy=(47,856,249,892)
notice-signature: LIC. BERNABÉ ALEJANDRO DEL VALLE GÓMEZ NOTARIO PÚBLICO NÚMERO 139 VAGB850312PJ1 xyxy=(1208,795,1405,842)
publication-dates: (feb 22 y mzo 4) xyxy=(340,395,417,407)
publication-dates: (feb 22 y mzo 4) xyxy=(1033,769,1109,781)
publication-dates: (mzo 2, 3 y 4) xyxy=(115,541,180,553)
notice-column-3 xyxy=(507,86,721,2551)
notice-title: PUBLICACIÓN xyxy=(1030,1222,1112,1236)
